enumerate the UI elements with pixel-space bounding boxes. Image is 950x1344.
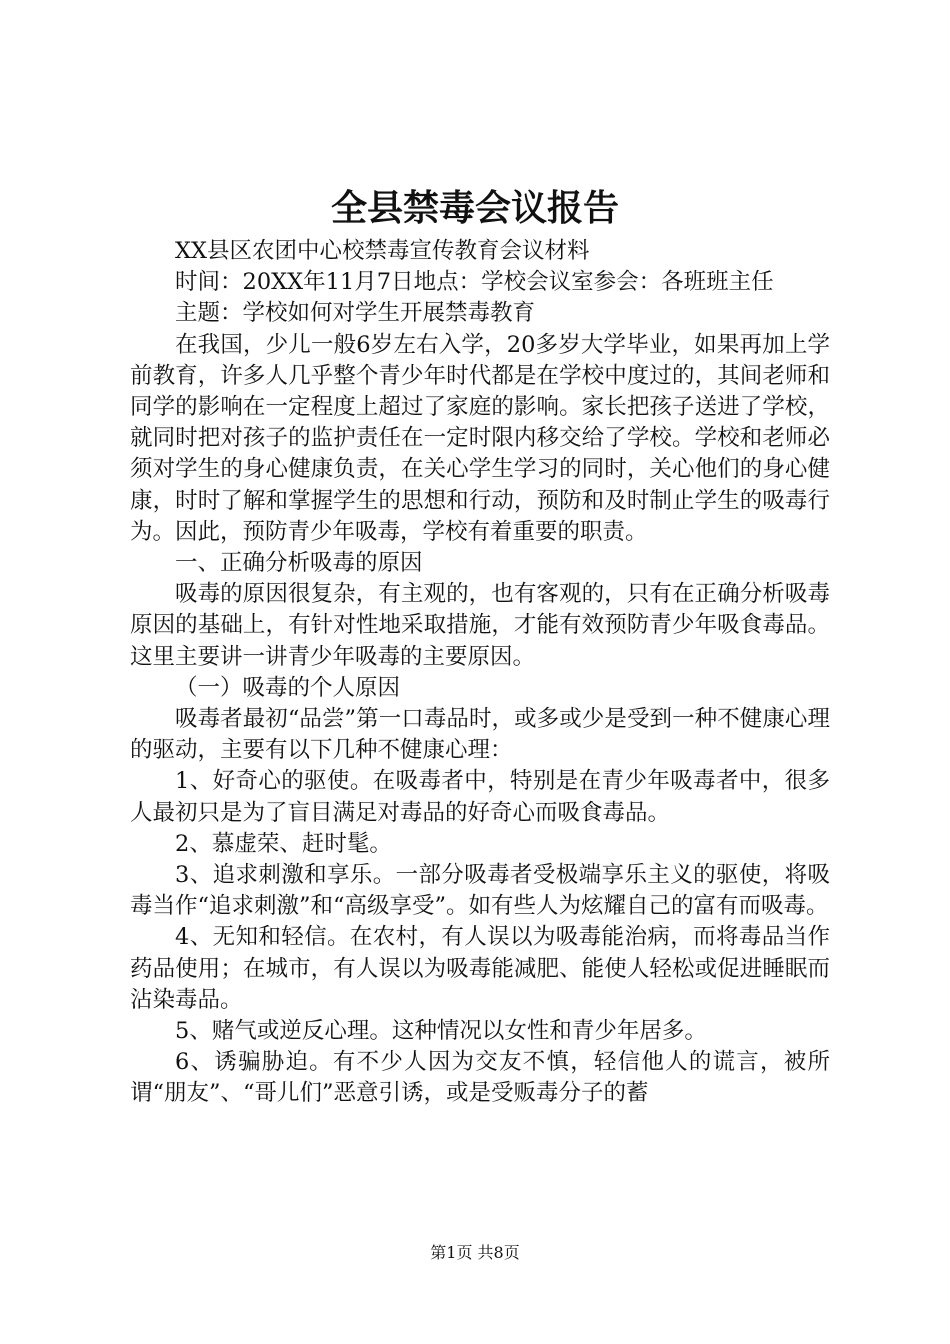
document-body [130, 236, 830, 1110]
list-item-5: 5、赌气或逆反心理。这种情况以女性和青少年居多。 [175, 1018, 707, 1045]
list-item-3: 3、追求刺激和享乐。一部分吸毒者受极端享乐主义的驱使，将吸毒当作“追求刺激”和“高级享受”。如有些人为炫耀自己的富有而吸毒。 [130, 862, 830, 920]
page-footer: 第1页 共8页 [430, 1243, 520, 1262]
paragraph-intro: 在我国，少儿一般6岁左右入学，20多岁大学毕业，如果再加上学前教育，许多人几乎整个青少年时代都是在学校中度过的，其间老师和同学的影响在一定程度上超过了家庭的影响。家长把孩子送进了学校，就同时把对孩子的监护责任在一定时限内移交给了学校。学校和老师必须对学生的身心健康负责，在关心学生学习的同时，关心他们的身心健康，时时了解和掌握学生的思想和行动，预防和及时制止学生的吸毒行为。因此，预防青少年吸毒，学校有着重要的职责。 [130, 331, 830, 545]
document-title: 全县禁毒会议报告 [330, 187, 619, 229]
list-item-6: 6、诱骗胁迫。有不少人因为交友不慎，轻信他人的谎言，被所谓“朋友”、“哥儿们”恶意引诱，或是受贩毒分子的蓄 [130, 1049, 830, 1107]
subsection-heading-1: （一）吸毒的个人原因 [175, 674, 401, 701]
paragraph-subtitle: XX县区农团中心校禁毒宣传教育会议材料 [175, 238, 590, 264]
paragraph-meeting-info: 时间：20XX年11月7日地点：学校会议室参会：各班班主任 [175, 269, 774, 296]
paragraph-analysis: 吸毒的原因很复杂，有主观的，也有客观的，只有在正确分析吸毒原因的基础上，有针对性地采取措施，才能有效预防青少年吸食毒品。这里主要讲一讲青少年吸毒的主要原因。 [130, 581, 830, 670]
section-heading-1: 一、正确分析吸毒的原因 [175, 550, 423, 577]
list-item-2: 2、慕虚荣、赶时髦。 [175, 830, 392, 857]
list-item-4: 4、无知和轻信。在农村，有人误以为吸毒能治病，而将毒品当作药品使用；在城市，有人误以为吸毒能减肥、能使人轻松或促进睡眠而沾染毒品。 [130, 924, 830, 1013]
list-item-1: 1、好奇心的驱使。在吸毒者中，特别是在青少年吸毒者中，很多人最初只是为了盲目满足对毒品的好奇心而吸食毒品。 [130, 768, 830, 826]
paragraph-personal-reasons: 吸毒者最初“品尝”第一口毒品时，或多或少是受到一种不健康心理的驱动，主要有以下几种不健康心理： [130, 706, 830, 764]
paragraph-topic: 主题：学校如何对学生开展禁毒教育 [175, 300, 536, 327]
